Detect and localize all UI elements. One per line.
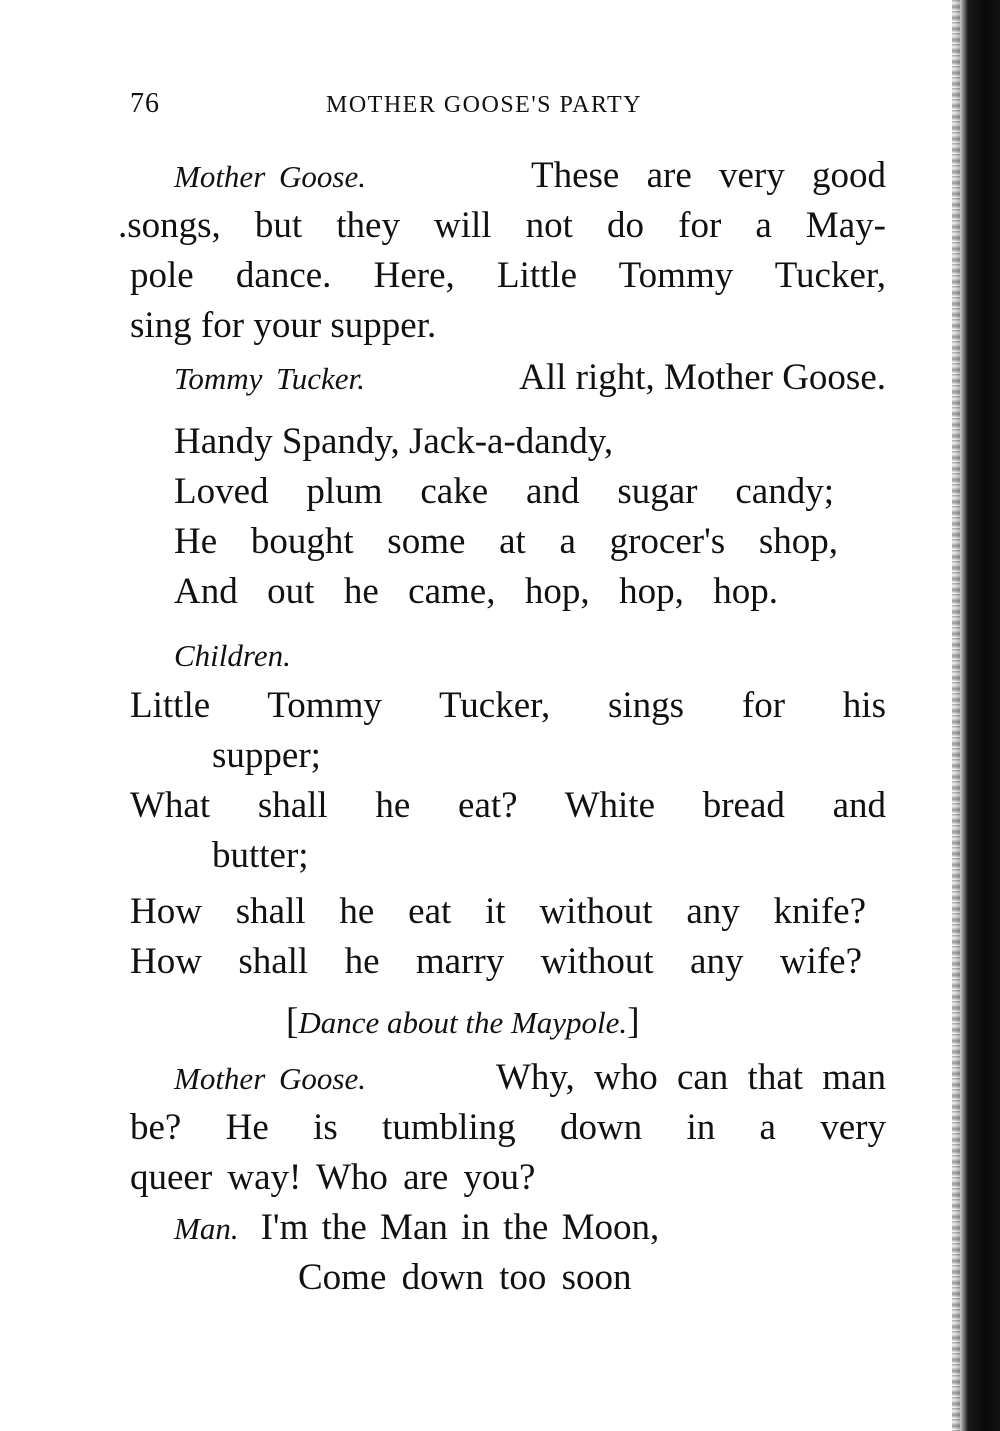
verse-line: How shall he eat it without any knife? <box>130 891 866 932</box>
speech-line: Come down too soon <box>298 1257 632 1298</box>
speaker-name: Man. <box>174 1211 239 1246</box>
verse-line: He bought some at a grocer's shop, <box>174 521 838 562</box>
verse-line: Handy Spandy, Jack-a-dandy, <box>174 421 614 462</box>
speech-text: All right, Mother Goose. <box>519 357 886 398</box>
speech-line <box>174 356 886 401</box>
stage-direction <box>286 1000 640 1045</box>
page-header <box>130 88 890 128</box>
speech-line <box>174 1056 886 1101</box>
speech-text: These are very good <box>530 155 886 196</box>
bracket-close: ] <box>627 1001 640 1042</box>
speaker-name: Tommy Tucker. <box>174 361 365 396</box>
speech-line: queer way! Who are you? <box>130 1157 536 1198</box>
speech-text: Why, who can that man <box>495 1057 886 1098</box>
verse-line: What shall he eat? White bread and <box>130 785 886 826</box>
bracket-open: [ <box>286 1001 299 1042</box>
verse-line: supper; <box>212 735 321 776</box>
verse-line: Little Tommy Tucker, sings for his <box>130 685 886 726</box>
scanned-page-edge <box>954 0 1000 1431</box>
speaker-name: Children. <box>174 638 291 673</box>
speech-line: .songs, but they will not do for a May- <box>118 205 886 246</box>
speech-line: pole dance. Here, Little Tommy Tucker, <box>130 255 886 296</box>
speaker-name: Mother Goose. <box>174 1061 366 1096</box>
speech-line <box>174 1206 659 1251</box>
running-head: MOTHER GOOSE'S PARTY <box>326 92 643 118</box>
page-number: 76 <box>130 88 160 119</box>
speaker-name: Mother Goose. <box>174 159 366 194</box>
verse-line: And out he came, hop, hop, hop. <box>174 571 778 612</box>
stage-direction-text: Dance about the Maypole. <box>298 1005 628 1040</box>
verse-line: butter; <box>212 835 309 876</box>
scan-edge-speckle <box>952 0 960 1431</box>
verse-line: How shall he marry without any wife? <box>130 941 862 982</box>
speech-line: be? He is tumbling down in a very <box>130 1107 886 1148</box>
verse-line: Loved plum cake and sugar candy; <box>174 471 834 512</box>
speech-line <box>174 154 886 199</box>
speech-text: I'm the Man in the Moon, <box>260 1207 660 1248</box>
speech-line: sing for your supper. <box>130 305 437 346</box>
